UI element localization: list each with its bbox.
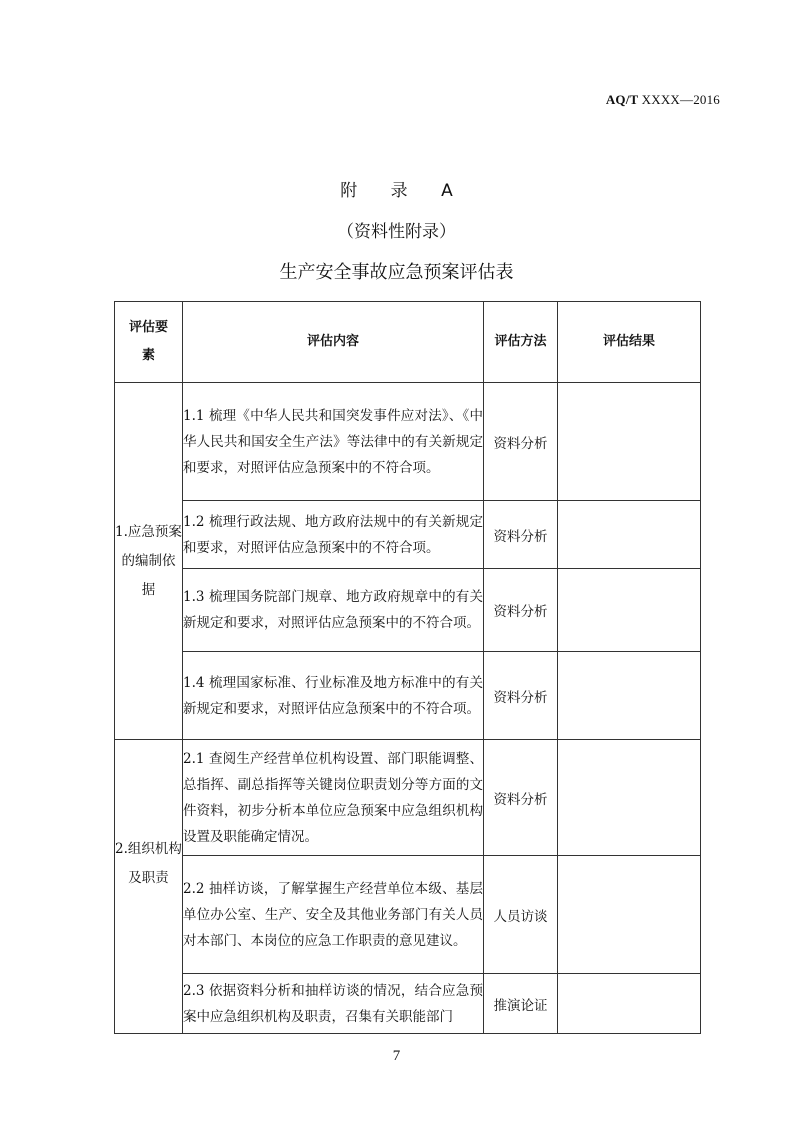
table-row <box>115 652 701 740</box>
table-row <box>115 383 701 501</box>
table-title: 生产安全事故应急预案评估表 <box>279 262 514 283</box>
header-result: 评估结果 <box>558 302 701 383</box>
content-cell: 1.3 梳理国务院部门规章、地方政府规章中的有关新规定和要求，对照评估应急预案中的不符合项。 <box>183 569 484 652</box>
result-cell <box>558 383 701 501</box>
result-cell <box>558 740 701 856</box>
method-cell: 人员访谈 <box>484 856 558 974</box>
result-cell <box>558 856 701 974</box>
appendix-subtitle: （资料性附录） <box>337 222 456 242</box>
table-row <box>115 740 701 856</box>
method-cell: 资料分析 <box>484 501 558 569</box>
content-cell: 2.1 查阅生产经营单位机构设置、部门职能调整、总指挥、副总指挥等关键岗位职责划分等方面的文件资料，初步分析本单位应急预案中应急组织机构设置及职能确定情况。 <box>183 740 484 856</box>
content-cell: 1.4 梳理国家标准、行业标准及地方标准中的有关新规定和要求，对照评估应急预案中的不符合项。 <box>183 652 484 740</box>
method-cell: 资料分析 <box>484 740 558 856</box>
content-cell: 2.2 抽样访谈，了解掌握生产经营单位本级、基层单位办公室、生产、安全及其他业务部门有关人员对本部门、本岗位的应急工作职责的意见建议。 <box>183 856 484 974</box>
appendix-title: 附 录 A <box>340 181 467 201</box>
table-header-row <box>115 302 701 383</box>
method-cell: 资料分析 <box>484 652 558 740</box>
table-row <box>115 569 701 652</box>
page-number: 7 <box>392 1048 401 1064</box>
result-cell <box>558 569 701 652</box>
evaluation-table <box>114 301 701 1034</box>
element-cell-2: 2.组织机构及职责 <box>115 740 183 1034</box>
standard-code-prefix: AQ/T <box>605 92 639 107</box>
content-cell: 1.1 梳理《中华人民共和国突发事件应对法》、《中华人民共和国安全生产法》等法律中的有关新规定和要求，对照评估应急预案中的不符合项。 <box>183 383 484 501</box>
table-row <box>115 501 701 569</box>
content-cell: 2.3 依据资料分析和抽样访谈的情况，结合应急预案中应急组织机构及职责，召集有关职能部门 <box>183 974 484 1034</box>
standard-code <box>606 92 720 108</box>
table-row <box>115 974 701 1034</box>
result-cell <box>558 501 701 569</box>
method-cell: 推演论证 <box>484 974 558 1034</box>
element-cell-1: 1.应急预案的编制依据 <box>115 383 183 740</box>
header-content: 评估内容 <box>183 302 484 383</box>
header-element: 评估要素 <box>115 302 183 383</box>
header-method: 评估方法 <box>484 302 558 383</box>
method-cell: 资料分析 <box>484 383 558 501</box>
result-cell <box>558 652 701 740</box>
result-cell <box>558 974 701 1034</box>
table-row <box>115 856 701 974</box>
method-cell: 资料分析 <box>484 569 558 652</box>
standard-code-number: XXXX—2016 <box>641 92 720 107</box>
content-cell: 1.2 梳理行政法规、地方政府法规中的有关新规定和要求，对照评估应急预案中的不符合项。 <box>183 501 484 569</box>
